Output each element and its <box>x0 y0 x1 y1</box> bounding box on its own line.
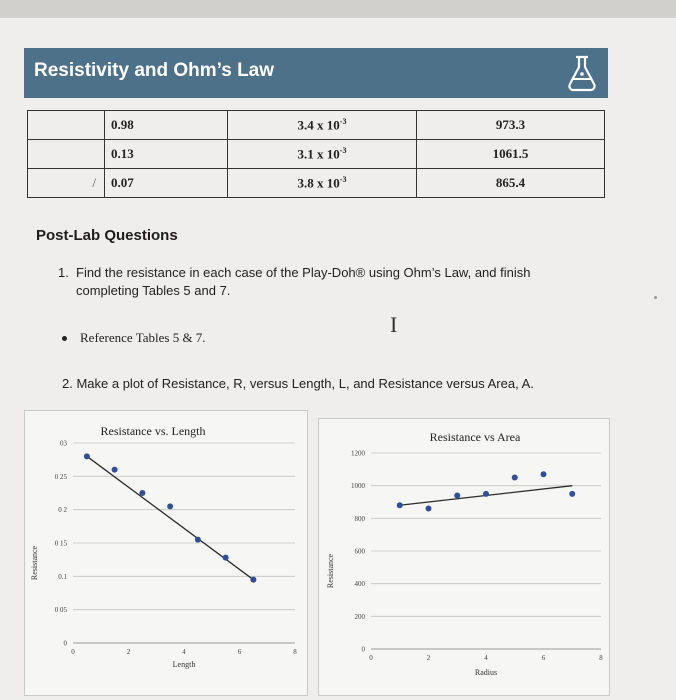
data-point <box>223 555 229 561</box>
chart-resistance-vs-area <box>318 418 610 696</box>
table-cell: 865.4 <box>417 169 605 198</box>
table-cell: 973.3 <box>417 111 605 140</box>
chart-title: Resistance vs. Length <box>100 424 206 438</box>
y-tick-label: 0 15 <box>54 539 67 548</box>
data-point <box>541 471 547 477</box>
data-point <box>167 503 173 509</box>
y-tick-label: 0 <box>361 645 365 654</box>
y-tick-label: 0 2 <box>58 506 67 515</box>
post-lab-heading: Post-Lab Questions <box>36 227 178 244</box>
section-title: Resistivity and Ohm’s Law <box>34 60 275 81</box>
y-tick-label: 1000 <box>351 482 365 491</box>
paper-speck <box>654 296 657 299</box>
table-cell: 0.98 <box>105 111 228 140</box>
results-table <box>27 110 605 198</box>
table-cell: 1061.5 <box>417 140 605 169</box>
x-tick-label: 4 <box>484 654 488 662</box>
table-cell <box>28 111 105 140</box>
section-header <box>24 48 608 98</box>
y-tick-label: 0 05 <box>54 606 67 615</box>
question-1-number: 1. <box>58 265 69 280</box>
x-tick-label: 6 <box>541 654 546 662</box>
x-axis-label: Length <box>172 660 196 669</box>
y-axis-label: Resistance <box>30 545 39 581</box>
data-point <box>397 502 403 508</box>
page-top-edge <box>0 0 676 18</box>
data-point <box>250 577 256 583</box>
table-cell: 3.4 x $10^{-3}$ <box>228 111 417 140</box>
y-tick-label: 0 <box>63 639 67 648</box>
y-axis-label: Resistance <box>326 553 335 589</box>
data-point <box>483 491 489 497</box>
table-cell <box>28 140 105 169</box>
y-tick-label: 600 <box>354 547 365 556</box>
data-point <box>139 490 145 496</box>
y-tick-label: 1200 <box>351 449 365 458</box>
table-cell: 0.13 <box>105 140 228 169</box>
trendline <box>87 456 254 579</box>
table-row <box>28 111 605 140</box>
x-axis-label: Radius <box>474 668 498 677</box>
data-point <box>454 492 460 498</box>
data-point <box>112 467 118 473</box>
bullet-dot <box>62 336 67 341</box>
chart-title: Resistance vs Area <box>429 430 521 444</box>
x-tick-label: 2 <box>426 654 431 662</box>
text-cursor-icon: I <box>390 312 398 337</box>
data-point <box>195 537 201 543</box>
chart-resistance-vs-length-svg <box>25 411 307 695</box>
x-tick-label: 4 <box>182 648 186 656</box>
x-tick-label: 0 <box>369 654 373 662</box>
x-tick-label: 2 <box>126 648 131 656</box>
data-point <box>84 453 90 459</box>
y-tick-label: 800 <box>354 514 365 523</box>
reference-text: Reference Tables 5 & 7. <box>80 330 206 345</box>
flask-icon <box>564 54 600 92</box>
x-tick-label: 8 <box>293 648 297 656</box>
y-tick-label: 0 25 <box>54 472 67 481</box>
question-1-text: Find the resistance in each case of the Play-Doh® using Ohm’s Law, and finish completing Tables 5 and 7. <box>76 265 531 298</box>
chart-resistance-vs-length <box>24 410 308 696</box>
table-row <box>28 140 605 169</box>
table-cell: / <box>28 169 105 198</box>
data-point <box>569 491 575 497</box>
chart-resistance-vs-area-svg <box>319 419 609 695</box>
data-point <box>512 475 518 481</box>
table-cell: 3.8 x $10^{-3}$ <box>228 169 417 198</box>
table-cell: 0.07 <box>105 169 228 198</box>
y-tick-label: 200 <box>354 612 365 621</box>
table-cell: 3.1 x $10^{-3}$ <box>228 140 417 169</box>
x-tick-label: 6 <box>237 648 242 656</box>
y-tick-label: 03 <box>60 439 67 448</box>
y-tick-label: 400 <box>354 580 365 589</box>
x-tick-label: 8 <box>599 654 603 662</box>
x-tick-label: 0 <box>71 648 75 656</box>
y-tick-label: 0.1 <box>58 572 67 581</box>
data-point <box>426 506 432 512</box>
table-row <box>28 169 605 198</box>
question-2-text: 2. Make a plot of Resistance, R, versus Length, L, and Resistance versus Area, A. <box>62 376 534 391</box>
